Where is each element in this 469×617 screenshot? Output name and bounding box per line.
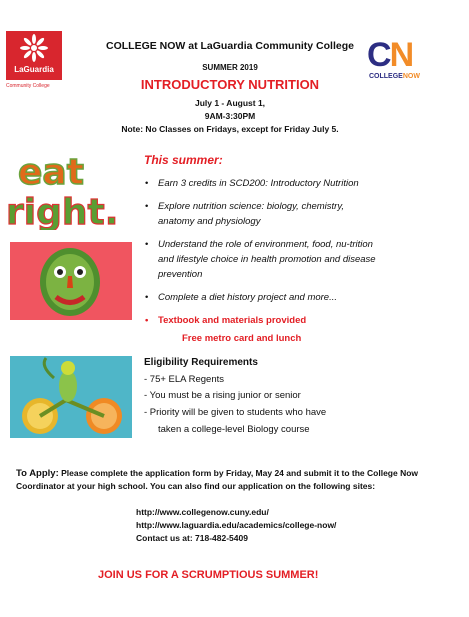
header-title: COLLEGE NOW at LaGuardia Community College [106, 40, 354, 52]
course-time: 9AM-3:30PM [204, 111, 256, 121]
eligibility-item: taken a college-level Biology course [158, 424, 310, 435]
bullet-textbook: • Textbook and materials provided [144, 313, 444, 328]
collegenow-site-link[interactable]: http://www.collegenow.cuny.edu/ [136, 507, 269, 517]
laguardia-logo [6, 31, 62, 91]
free-metro-lunch: Free metro card and lunch [182, 333, 302, 344]
eat-right-image [4, 150, 132, 230]
summer-bullet-list [144, 176, 444, 328]
laguardia-site-link[interactable]: http://www.laguardia.edu/academics/college-now/ [136, 520, 337, 530]
bullet-diet-project: • Complete a diet history project and more... [144, 290, 444, 305]
course-title: INTRODUCTORY NUTRITION [140, 77, 320, 92]
eligibility-item: - Priority will be given to students who have [144, 407, 327, 418]
eligibility-item: - You must be a rising junior or senior [144, 390, 301, 401]
bullet-understand: • Understand the role of environment, food, nu-trition and lifestyle choice in health promotion and disease prevention [144, 237, 388, 282]
schedule-note: Note: No Classes on Fridays, except for Friday July 5. [121, 124, 339, 134]
eat-word: eat [18, 152, 84, 193]
collegenow-word-now: NOW [402, 73, 420, 80]
collegenow-letter-c: C [367, 36, 390, 74]
bullet-explore: • Explore nutrition science: biology, chemistry, anatomy and physiology [144, 199, 378, 229]
course-dates: July 1 - August 1, [194, 98, 266, 108]
eat-right-illustration [4, 150, 132, 230]
contact-phone: Contact us at: 718-482-5409 [136, 533, 248, 543]
term-label: SUMMER 2019 [202, 63, 258, 72]
veggie-bike-image [10, 356, 132, 438]
collegenow-letter-n: N [389, 36, 413, 74]
apply-paragraph [16, 467, 436, 493]
laguardia-flower-icon [6, 31, 62, 67]
eligibility-item: - 75+ ELA Regents [144, 374, 225, 385]
collegenow-word-college: COLLEGE [369, 73, 403, 80]
summer-heading: This summer: [144, 153, 223, 167]
laguardia-logo-box [6, 31, 62, 80]
laguardia-name: LaGuardia [14, 65, 54, 74]
right-word: right. [6, 192, 119, 230]
vegetable-face-image [10, 242, 132, 320]
closing-banner: JOIN US FOR A SCRUMPTIOUS SUMMER! [98, 569, 319, 581]
bullet-credits: • Earn 3 credits in SCD200: Introductory Nutrition [144, 176, 444, 191]
apply-text: Please complete the application form by Friday, May 24 and submit it to the College Now Coordinator at your high school. You can also find our application on the following sites: [16, 468, 419, 491]
apply-label: To Apply: [16, 468, 59, 479]
eligibility-heading: Eligibility Requirements [144, 357, 258, 368]
laguardia-subtitle: Community College [6, 83, 50, 89]
